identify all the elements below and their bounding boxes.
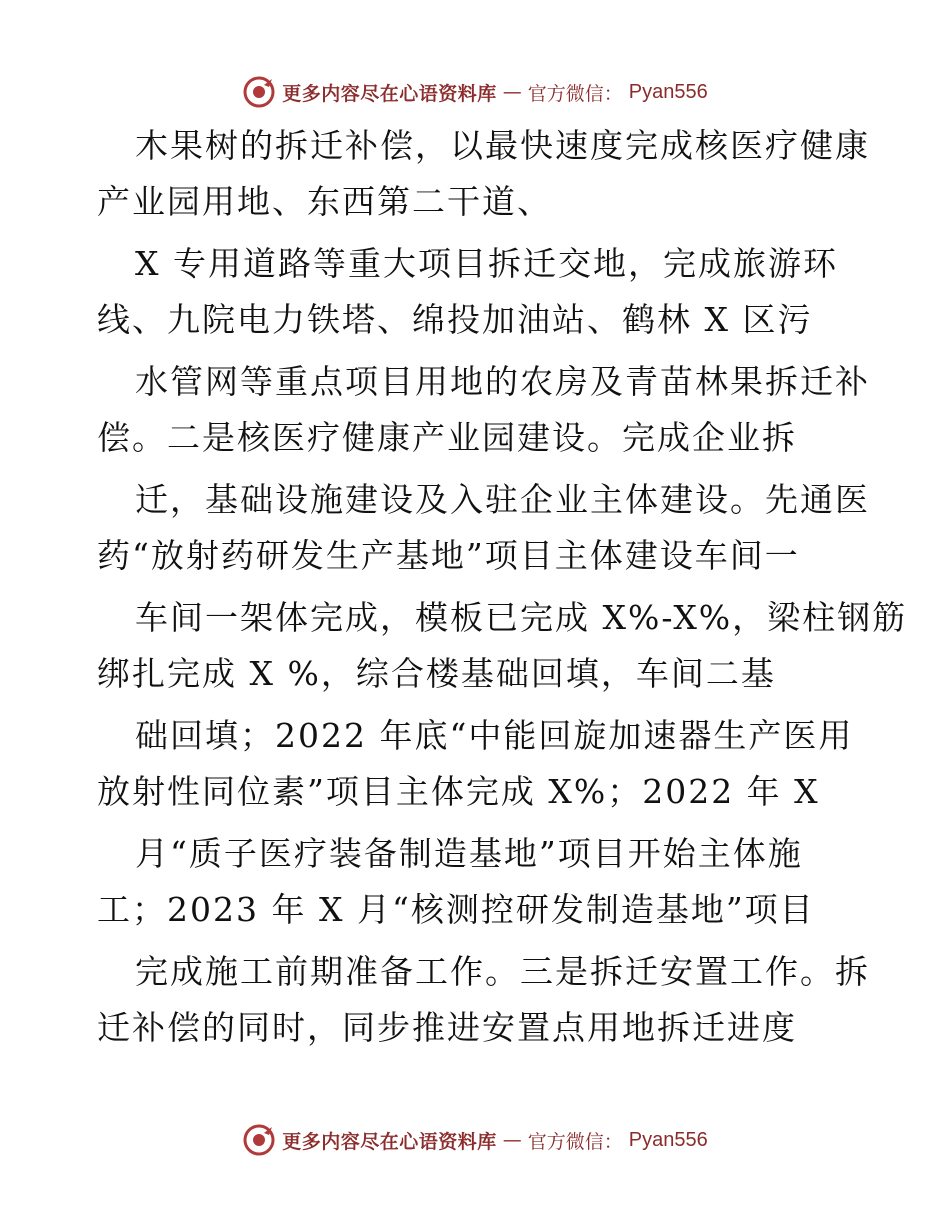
body-line: 产业园用地、东西第二干道、 — [97, 182, 552, 221]
body-line: 月“质子医疗装备制造基地”项目开始主体施 — [135, 834, 803, 873]
header-wechat-label: 官方微信： — [527, 82, 623, 105]
header-separator: — — [502, 81, 522, 103]
body-line: 础回填；2022 年底“中能回旋加速器生产医用 — [135, 716, 854, 755]
brand-logo-icon — [242, 1123, 276, 1157]
body-line: X 专用道路等重大项目拆迁交地，完成旅游环 — [135, 244, 838, 283]
footer-wechat-label: 官方微信： — [527, 1130, 623, 1153]
body-line: 木果树的拆迁补偿，以最快速度完成核医疗健康 — [135, 126, 870, 165]
footer-brand-line — [0, 1120, 950, 1160]
body-line: 迁补偿的同时，同步推进安置点用地拆迁进度 — [97, 1008, 797, 1047]
header-brand-text: 更多内容尽在心语资料库 — [282, 82, 497, 105]
brand-logo-icon — [242, 75, 276, 109]
footer-separator: — — [502, 1129, 522, 1151]
body-line: 绑扎完成 X %，综合楼基础回填，车间二基 — [97, 654, 776, 693]
body-line: 工；2023 年 X 月“核测控研发制造基地”项目 — [97, 890, 815, 929]
body-line: 偿。二是核医疗健康产业园建设。完成企业拆 — [97, 418, 797, 457]
header-wechat-account: Pyan556 — [628, 80, 708, 103]
header-brand-line — [0, 72, 950, 112]
body-line: 放射性同位素”项目主体完成 X%；2022 年 X — [97, 772, 820, 811]
body-line: 车间一架体完成，模板已完成 X%-X%，梁柱钢筋 — [135, 598, 908, 637]
body-line: 完成施工前期准备工作。三是拆迁安置工作。拆 — [135, 952, 870, 991]
footer-brand-text: 更多内容尽在心语资料库 — [282, 1130, 497, 1153]
footer-wechat-account: Pyan556 — [628, 1128, 708, 1151]
body-line: 迁，基础设施建设及入驻企业主体建设。先通医 — [135, 480, 870, 519]
body-line: 水管网等重点项目用地的农房及青苗林果拆迁补 — [135, 362, 870, 401]
body-line: 药“放射药研发生产基地”项目主体建设车间一 — [97, 536, 800, 575]
body-line: 线、九院电力铁塔、绵投加油站、鹤林 X 区污 — [97, 300, 813, 339]
